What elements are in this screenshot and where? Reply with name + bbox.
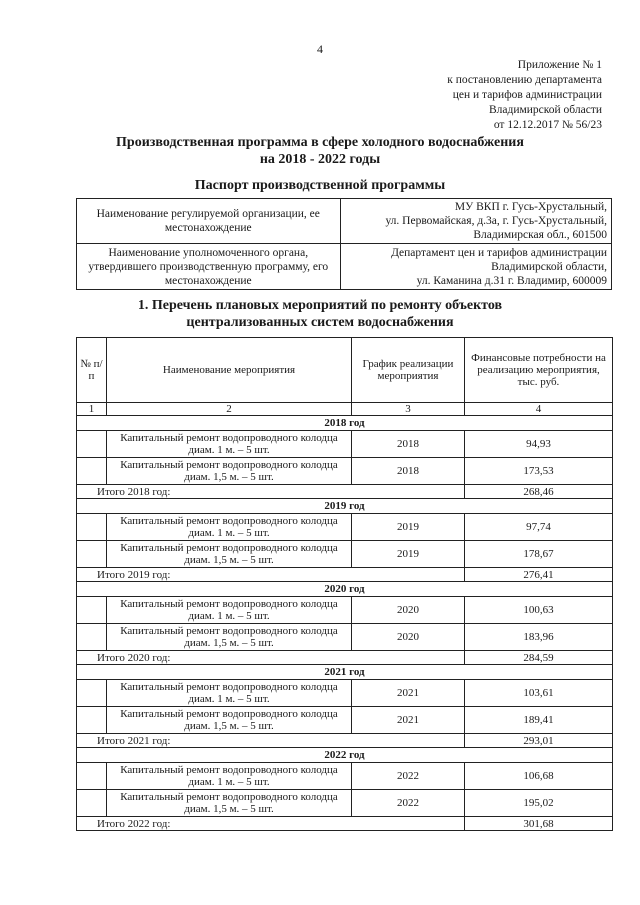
- measure-name: Капитальный ремонт водопроводного колодца диам. 1,5 м. – 5 шт.: [107, 458, 352, 485]
- document-title: [0, 134, 640, 168]
- measure-schedule: 2019: [352, 541, 465, 568]
- passport-heading: Паспорт производственной программы: [194, 178, 446, 193]
- total-row: [77, 485, 613, 499]
- year-label: 2020 год: [77, 582, 613, 597]
- year-row: [77, 665, 613, 680]
- column-index: 2: [107, 403, 352, 416]
- title-line: Производственная программа в сфере холодного водоснабжения: [116, 135, 524, 150]
- column-index: 4: [465, 403, 613, 416]
- year-row: [77, 499, 613, 514]
- measure-cost: 103,61: [465, 680, 613, 707]
- measures-table: [76, 337, 613, 831]
- measure-name: Капитальный ремонт водопроводного колодца диам. 1,5 м. – 5 шт.: [107, 624, 352, 651]
- measure-name: Капитальный ремонт водопроводного колодца диам. 1,5 м. – 5 шт.: [107, 707, 352, 734]
- total-value: 276,41: [465, 568, 613, 582]
- measure-cost: 106,68: [465, 763, 613, 790]
- measure-schedule: 2022: [352, 763, 465, 790]
- passport-row: [77, 244, 612, 290]
- passport-table: [76, 198, 612, 290]
- row-num: [77, 680, 107, 707]
- section-heading: [0, 297, 640, 331]
- measure-cost: 195,02: [465, 790, 613, 817]
- measure-schedule: 2020: [352, 597, 465, 624]
- total-label: Итого 2021 год:: [77, 734, 465, 748]
- measure-name: Капитальный ремонт водопроводного колодца диам. 1,5 м. – 5 шт.: [107, 790, 352, 817]
- table-header-row: [77, 338, 613, 403]
- section-heading-line: 1. Перечень плановых мероприятий по ремонту объектов: [137, 298, 503, 313]
- measure-schedule: 2020: [352, 624, 465, 651]
- table-row: [77, 790, 613, 817]
- section-heading-line: централизованных систем водоснабжения: [186, 315, 454, 330]
- measure-name: Капитальный ремонт водопроводного колодца диам. 1,5 м. – 5 шт.: [107, 541, 352, 568]
- header-schedule: График реализации мероприятия: [352, 338, 465, 403]
- column-index-row: [77, 403, 613, 416]
- year-label: 2021 год: [77, 665, 613, 680]
- measure-cost: 189,41: [465, 707, 613, 734]
- page-number: 4: [317, 42, 323, 56]
- measure-name: Капитальный ремонт водопроводного колодца диам. 1 м. – 5 шт.: [107, 514, 352, 541]
- title-line: на 2018 - 2022 годы: [259, 152, 381, 167]
- header-num: № п/п: [77, 338, 107, 403]
- table-row: [77, 680, 613, 707]
- total-row: [77, 734, 613, 748]
- passport-value-line: Владимирская обл., 601500: [473, 229, 607, 241]
- row-num: [77, 514, 107, 541]
- total-row: [77, 568, 613, 582]
- passport-value-line: Департамент цен и тарифов администрации: [391, 246, 607, 259]
- appendix-line: к постановлению департамента: [447, 74, 602, 86]
- passport-value: [340, 199, 611, 244]
- appendix-line: Владимирской области: [488, 104, 602, 116]
- total-label: Итого 2019 год:: [77, 568, 465, 582]
- passport-value-line: ул. Первомайская, д.3а, г. Гусь-Хрустальный,: [385, 215, 607, 227]
- measure-schedule: 2018: [352, 431, 465, 458]
- row-num: [77, 431, 107, 458]
- total-value: 268,46: [465, 485, 613, 499]
- passport-value-line: МУ ВКП г. Гусь-Хрустальный,: [454, 201, 607, 213]
- passport-label: Наименование регулируемой организации, ее местонахождение: [77, 199, 341, 244]
- passport-value: [340, 244, 611, 290]
- measure-name: Капитальный ремонт водопроводного колодца диам. 1 м. – 5 шт.: [107, 431, 352, 458]
- measure-cost: 97,74: [465, 514, 613, 541]
- column-index: 3: [352, 403, 465, 416]
- total-row: [77, 817, 613, 831]
- table-row: [77, 514, 613, 541]
- measure-schedule: 2021: [352, 680, 465, 707]
- header-cost: Финансовые потребности на реализацию мероприятия, тыс. руб.: [465, 338, 613, 403]
- passport-value-line: ул. Каманина д.31 г. Владимир, 600009: [416, 274, 607, 287]
- table-row: [77, 541, 613, 568]
- row-num: [77, 624, 107, 651]
- passport-value-line: Владимирской области,: [491, 260, 607, 273]
- row-num: [77, 541, 107, 568]
- total-label: Итого 2018 год:: [77, 485, 465, 499]
- year-label: 2018 год: [77, 416, 613, 431]
- measure-schedule: 2019: [352, 514, 465, 541]
- measure-name: Капитальный ремонт водопроводного колодца диам. 1 м. – 5 шт.: [107, 763, 352, 790]
- row-num: [77, 707, 107, 734]
- passport-row: [77, 199, 612, 244]
- year-row: [77, 582, 613, 597]
- measure-schedule: 2022: [352, 790, 465, 817]
- measure-cost: 183,96: [465, 624, 613, 651]
- year-label: 2019 год: [77, 499, 613, 514]
- header-name: Наименование мероприятия: [107, 338, 352, 403]
- total-value: 284,59: [465, 651, 613, 665]
- total-value: 301,68: [465, 817, 613, 831]
- table-row: [77, 763, 613, 790]
- measure-cost: 173,53: [465, 458, 613, 485]
- measure-cost: 100,63: [465, 597, 613, 624]
- measure-name: Капитальный ремонт водопроводного колодца диам. 1 м. – 5 шт.: [107, 597, 352, 624]
- year-row: [77, 416, 613, 431]
- table-row: [77, 597, 613, 624]
- passport-label: Наименование уполномоченного органа, утвердившего производственную программу, его местонахождение: [77, 244, 341, 290]
- table-row: [77, 707, 613, 734]
- measure-cost: 178,67: [465, 541, 613, 568]
- measure-name: Капитальный ремонт водопроводного колодца диам. 1 м. – 5 шт.: [107, 680, 352, 707]
- total-label: Итого 2022 год:: [77, 817, 465, 831]
- measure-cost: 94,93: [465, 431, 613, 458]
- row-num: [77, 458, 107, 485]
- appendix-block: [382, 58, 602, 133]
- appendix-line: от 12.12.2017 № 56/23: [493, 119, 602, 131]
- table-row: [77, 431, 613, 458]
- row-num: [77, 597, 107, 624]
- year-label: 2022 год: [77, 748, 613, 763]
- table-row: [77, 458, 613, 485]
- row-num: [77, 763, 107, 790]
- column-index: 1: [77, 403, 107, 416]
- appendix-line: цен и тарифов администрации: [452, 89, 602, 101]
- measure-schedule: 2018: [352, 458, 465, 485]
- appendix-line: Приложение № 1: [517, 59, 602, 71]
- measure-schedule: 2021: [352, 707, 465, 734]
- row-num: [77, 790, 107, 817]
- total-label: Итого 2020 год:: [77, 651, 465, 665]
- total-row: [77, 651, 613, 665]
- table-row: [77, 624, 613, 651]
- total-value: 293,01: [465, 734, 613, 748]
- year-row: [77, 748, 613, 763]
